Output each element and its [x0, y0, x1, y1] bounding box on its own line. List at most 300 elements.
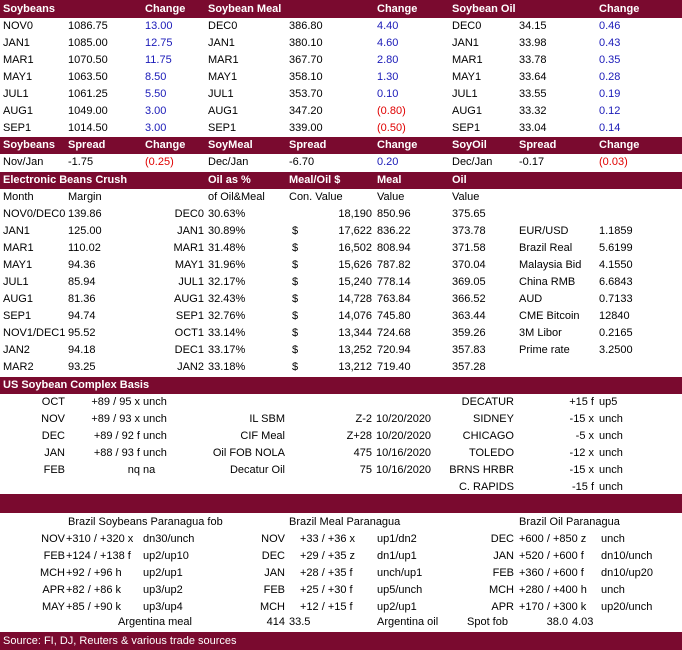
basis-mid-value: 475 [353, 447, 372, 459]
market-value: 5.6199 [599, 242, 633, 254]
basis-mid-name: Decatur Oil [229, 464, 285, 476]
crush-oil-pct: 33.17% [208, 344, 246, 356]
brazil-soy-value: +310 / +320 x [66, 533, 134, 545]
argentina-oil-value2: 4.03 [572, 616, 594, 628]
crush-margin: 93.25 [68, 361, 96, 373]
crush-oil-pct: 30.89% [208, 225, 246, 237]
oil-heading: Soybean Oil [452, 3, 516, 15]
market-value: 1.1859 [599, 225, 633, 237]
brazil-meal-change: dn1/up1 [377, 550, 417, 562]
crush-oil-value: 370.04 [452, 259, 486, 271]
market-value: 12840 [599, 310, 630, 322]
crush-oil-month: SEP1 [175, 310, 204, 322]
meal-change: 0.10 [377, 88, 399, 100]
basis-location: BRNS HRBR [449, 464, 514, 476]
crush-oil-month: JAN2 [177, 361, 204, 373]
meal-price: 380.10 [289, 37, 323, 49]
soybeans-month: JAN1 [3, 37, 30, 49]
spread-oil-value: -0.17 [519, 156, 545, 168]
basis-loc-value: -15 f [571, 481, 594, 493]
brazil-soy-title: Brazil Soybeans Paranagua fob [68, 516, 223, 528]
basis-month: NOV [41, 413, 65, 425]
spread-oil-spread-heading: Spread [519, 139, 557, 151]
basis-value: nq [127, 464, 140, 476]
crush-con-value: 14,728 [338, 293, 372, 305]
footer-bar [0, 632, 682, 650]
crush-oil-pct: 32.76% [208, 310, 246, 322]
brazil-oil-month: DEC [490, 533, 514, 545]
soybeans-month: JUL1 [3, 88, 29, 100]
basis-mid-date: 10/20/2020 [376, 413, 432, 425]
meal-change: 4.60 [377, 37, 399, 49]
spread-soy-change-heading: Change [145, 139, 186, 151]
spread-soy-change: (0.25) [145, 156, 174, 168]
basis-mid-value: Z+28 [346, 430, 372, 442]
crush-oil-value: 359.26 [452, 327, 486, 339]
spread-meal-value: -6.70 [289, 156, 315, 168]
crush-meal-value: 763.84 [377, 293, 411, 305]
basis-loc-value: -5 x [575, 430, 594, 442]
brazil-oil-value: +170 / +300 k [519, 601, 587, 613]
crush-meal-heading: Meal [377, 174, 402, 186]
crush-margin: 94.18 [68, 344, 96, 356]
crush-currency: $ [292, 310, 299, 322]
brazil-soy-change: up3/up4 [143, 601, 183, 613]
market-value: 0.2165 [599, 327, 633, 339]
oil-price: 33.98 [519, 37, 547, 49]
crush-currency: $ [292, 293, 299, 305]
spread-soy-heading: Soybeans [3, 139, 55, 151]
crush-month: JAN2 [3, 344, 30, 356]
crush-header-bar [0, 172, 682, 189]
meal-month: JAN1 [208, 37, 235, 49]
crush-oil-month: MAY1 [174, 259, 204, 271]
crush-currency: $ [292, 225, 299, 237]
brazil-soy-month: MCH [39, 567, 65, 579]
basis-loc-change: unch [599, 430, 623, 442]
crush-meal-value: 719.40 [377, 361, 411, 373]
basis-month: FEB [43, 464, 65, 476]
brazil-meal-month: MCH [259, 601, 285, 613]
crush-con-value: 18,190 [338, 208, 372, 220]
spread-header-bar [0, 137, 682, 154]
brazil-soy-month: FEB [43, 550, 65, 562]
oil-month: SEP1 [452, 122, 481, 134]
crush-month: AUG1 [3, 293, 33, 305]
basis-mid-date: 10/16/2020 [376, 464, 432, 476]
meal-price: 347.20 [289, 105, 323, 117]
brazil-meal-change: up1/dn2 [377, 533, 417, 545]
basis-value: +89 / 92 f [93, 430, 140, 442]
brazil-soy-value: +85 / +90 k [66, 601, 122, 613]
basis-loc-change: up5 [599, 396, 618, 408]
crush-month: MAR1 [3, 242, 34, 254]
basis-month: JAN [44, 447, 65, 459]
oil-change: 0.19 [599, 88, 621, 100]
basis-loc-value: -15 x [569, 413, 594, 425]
soybeans-month: AUG1 [3, 105, 33, 117]
brazil-oil-title: Brazil Oil Paranagua [519, 516, 620, 528]
brazil-meal-value: +12 / +15 f [300, 601, 353, 613]
basis-mid-name: Oil FOB NOLA [212, 447, 285, 459]
spread-meal-change-heading: Change [377, 139, 418, 151]
crush-oil-pct: 33.14% [208, 327, 246, 339]
soybeans-month: MAY1 [3, 71, 33, 83]
crush-oil-value: 373.78 [452, 225, 486, 237]
crush-oil-month: OCT1 [174, 327, 204, 339]
argentina-meal-label: Argentina meal [118, 616, 192, 628]
soybeans-month: MAR1 [3, 54, 34, 66]
meal-month: MAR1 [208, 54, 239, 66]
brazil-soy-month: APR [42, 584, 65, 596]
meal-change: 1.30 [377, 71, 399, 83]
brazil-soy-change: up2/up10 [143, 550, 189, 562]
crush-meal-oil-heading: Meal/Oil $ [289, 174, 341, 186]
meal-month: DEC0 [208, 20, 238, 32]
basis-mid-value: 75 [359, 464, 372, 476]
brazil-meal-change: up5/unch [377, 584, 423, 596]
crush-month: SEP1 [3, 310, 32, 322]
brazil-oil-month: APR [491, 601, 514, 613]
market-value: 6.6843 [599, 276, 633, 288]
brazil-oil-month: MCH [488, 584, 514, 596]
argentina-spot-label: Spot fob [467, 616, 508, 628]
soybeans-month: SEP1 [3, 122, 32, 134]
oil-price: 33.04 [519, 122, 547, 134]
basis-mid-name: CIF Meal [240, 430, 285, 442]
basis-loc-change: unch [599, 464, 623, 476]
crush-con-value: 13,252 [338, 344, 372, 356]
crush-oil-value: 371.58 [452, 242, 486, 254]
crush-margin: 94.36 [68, 259, 96, 271]
brazil-soy-change: up3/up2 [143, 584, 183, 596]
brazil-soy-month: MAY [41, 601, 65, 613]
spread-meal-spread-heading: Spread [289, 139, 327, 151]
crush-margin: 110.02 [68, 242, 101, 254]
market-value: 0.7133 [599, 293, 633, 305]
crush-margin: 95.52 [68, 327, 96, 339]
crush-month: MAR2 [3, 361, 34, 373]
brazil-soy-change: up2/up1 [143, 567, 183, 579]
soybeans-price: 1070.50 [68, 54, 108, 66]
brazil-oil-change: dn10/up20 [601, 567, 653, 579]
market-name: EUR/USD [519, 225, 569, 237]
basis-loc-value: -12 x [569, 447, 594, 459]
market-name: Brazil Real [519, 242, 573, 254]
spread-oil-change: (0.03) [599, 156, 628, 168]
spread-oil-label: Dec/Jan [452, 156, 493, 168]
crush-con-value-heading: Con. Value [289, 191, 343, 203]
spread-oil-heading: SoyOil [452, 139, 487, 151]
brazil-meal-value: +28 / +35 f [300, 567, 353, 579]
brazil-oil-value: +360 / +600 f [519, 567, 584, 579]
crush-con-value: 15,626 [338, 259, 372, 271]
crush-margin: 85.94 [68, 276, 96, 288]
crush-meal-value-heading: Value [377, 191, 405, 203]
oil-change: 0.43 [599, 37, 621, 49]
crush-oil-month: AUG1 [174, 293, 204, 305]
crush-currency: $ [292, 276, 299, 288]
crush-con-value: 14,076 [338, 310, 372, 322]
basis-month: OCT [41, 396, 65, 408]
soybeans-price: 1049.00 [68, 105, 108, 117]
crush-currency: $ [292, 361, 299, 373]
soybeans-change-heading: Change [145, 3, 186, 15]
brazil-meal-value: +33 / +36 x [300, 533, 356, 545]
soybeans-change: 8.50 [145, 71, 167, 83]
soybeans-change: 3.00 [145, 122, 167, 134]
argentina-oil-label: Argentina oil [377, 616, 439, 628]
oil-change-heading: Change [599, 3, 640, 15]
crush-margin-heading: Margin [68, 191, 102, 203]
oil-change: 0.28 [599, 71, 621, 83]
brazil-oil-value: +600 / +850 z [519, 533, 587, 545]
crush-oil-month: MAR1 [173, 242, 204, 254]
spread-meal-label: Dec/Jan [208, 156, 249, 168]
soybeans-price: 1063.50 [68, 71, 108, 83]
crush-con-value: 17,622 [338, 225, 372, 237]
brazil-oil-change: up20/unch [601, 601, 653, 613]
oil-change: 0.12 [599, 105, 621, 117]
spread-oil-change-heading: Change [599, 139, 640, 151]
brazil-soy-change: dn30/unch [143, 533, 195, 545]
crush-con-value: 15,240 [338, 276, 372, 288]
crush-oil-pct: 32.17% [208, 276, 246, 288]
crush-oil-pct: 32.43% [208, 293, 246, 305]
crush-currency: $ [292, 259, 299, 271]
basis-loc-value: +15 f [569, 396, 594, 408]
soybeans-price: 1085.00 [68, 37, 108, 49]
footer-source: Source: FI, DJ, Reuters & various trade sources [3, 635, 237, 647]
basis-mid-date: 10/20/2020 [376, 430, 432, 442]
market-name: Malaysia Bid [519, 259, 582, 271]
meal-month: JUL1 [208, 88, 234, 100]
crush-oil-month: JAN1 [177, 225, 204, 237]
crush-oil-pct-heading: Oil as % [208, 174, 251, 186]
basis-location: C. RAPIDS [458, 481, 514, 493]
crush-meal-value: 808.94 [377, 242, 411, 254]
meal-month: SEP1 [208, 122, 237, 134]
brazil-oil-change: unch [601, 533, 625, 545]
meal-price: 386.80 [289, 20, 323, 32]
basis-title: US Soybean Complex Basis [3, 379, 150, 391]
brazil-soy-value: +124 / +138 f [66, 550, 131, 562]
brazil-meal-change: unch/up1 [377, 567, 423, 579]
oil-month: MAY1 [452, 71, 482, 83]
futures-header-bar [0, 0, 682, 18]
basis-location: SIDNEY [473, 413, 514, 425]
brazil-soy-value: +82 / +86 k [66, 584, 122, 596]
meal-change-heading: Change [377, 3, 418, 15]
basis-loc-value: -15 x [569, 464, 594, 476]
basis-value: +89 / 93 x [91, 413, 140, 425]
market-name: China RMB [519, 276, 576, 288]
brazil-meal-month: JAN [264, 567, 285, 579]
oil-month: JAN1 [452, 37, 479, 49]
meal-change: (0.50) [377, 122, 406, 134]
crush-margin: 94.74 [68, 310, 96, 322]
crush-meal-value: 778.14 [377, 276, 411, 288]
brazil-meal-month: NOV [261, 533, 285, 545]
crush-meal-value: 720.94 [377, 344, 411, 356]
crush-oil-value: 357.83 [452, 344, 486, 356]
crush-month: JAN1 [3, 225, 30, 237]
basis-change: unch [143, 430, 167, 442]
brazil-meal-value: +29 / +35 z [300, 550, 356, 562]
oil-price: 33.78 [519, 54, 547, 66]
crush-month: NOV1/DEC1 [3, 327, 66, 339]
crush-oil-pct: 33.18% [208, 361, 246, 373]
meal-change: 4.40 [377, 20, 399, 32]
argentina-meal-value1: 414 [266, 616, 285, 628]
crush-meal-value: 745.80 [377, 310, 411, 322]
basis-month: DEC [41, 430, 65, 442]
crush-currency: $ [292, 242, 299, 254]
crush-oil-value: 375.65 [452, 208, 486, 220]
soybeans-heading: Soybeans [3, 3, 55, 15]
brazil-meal-value: +25 / +30 f [300, 584, 353, 596]
basis-change: unch [143, 447, 167, 459]
spread-soy-label: Nov/Jan [3, 156, 44, 168]
crush-oil-heading: Oil [452, 174, 467, 186]
market-value: 3.2500 [599, 344, 633, 356]
argentina-meal-value2: 33.5 [289, 616, 311, 628]
spread-meal-change: 0.20 [377, 156, 399, 168]
meal-heading: Soybean Meal [208, 3, 282, 15]
spread-soy-value: -1.75 [68, 156, 94, 168]
spread-soy-spread-heading: Spread [68, 139, 106, 151]
market-value: 4.1550 [599, 259, 633, 271]
crush-margin: 139.86 [68, 208, 102, 220]
crush-oil-month: DEC1 [174, 344, 204, 356]
basis-loc-change: unch [599, 413, 623, 425]
crush-oil-value-heading: Value [452, 191, 480, 203]
crush-con-value: 16,502 [338, 242, 372, 254]
brazil-meal-month: DEC [261, 550, 285, 562]
basis-value: +88 / 93 f [93, 447, 140, 459]
oil-month: AUG1 [452, 105, 482, 117]
crush-oil-value: 369.05 [452, 276, 486, 288]
brazil-oil-month: JAN [493, 550, 514, 562]
crush-meal-value: 850.96 [377, 208, 411, 220]
brazil-oil-value: +520 / +600 f [519, 550, 584, 562]
market-name: Prime rate [519, 344, 570, 356]
crush-con-value: 13,212 [338, 361, 372, 373]
market-name: 3M Libor [519, 327, 562, 339]
crush-of-oil-meal-heading: of Oil&Meal [208, 191, 265, 203]
basis-mid-date: 10/16/2020 [376, 447, 432, 459]
brazil-oil-change: unch [601, 584, 625, 596]
brazil-soy-value: +92 / +96 h [66, 567, 122, 579]
soybeans-change: 5.50 [145, 88, 167, 100]
soybeans-price: 1086.75 [68, 20, 108, 32]
basis-mid-value: Z-2 [355, 413, 372, 425]
soybeans-change: 12.75 [145, 37, 173, 49]
crush-margin: 81.36 [68, 293, 96, 305]
crush-meal-value: 787.82 [377, 259, 411, 271]
oil-change: 0.46 [599, 20, 621, 32]
crush-month-heading: Month [3, 191, 34, 203]
spread-meal-heading: SoyMeal [208, 139, 253, 151]
brazil-meal-month: FEB [263, 584, 285, 596]
basis-loc-change: unch [599, 447, 623, 459]
meal-price: 367.70 [289, 54, 323, 66]
crush-oil-value: 357.28 [452, 361, 486, 373]
oil-change: 0.35 [599, 54, 621, 66]
crush-meal-value: 836.22 [377, 225, 411, 237]
crush-month: MAY1 [3, 259, 33, 271]
crush-currency: $ [292, 344, 299, 356]
argentina-oil-value1: 38.0 [546, 616, 568, 628]
brazil-soy-month: NOV [41, 533, 65, 545]
meal-price: 358.10 [289, 71, 323, 83]
soybeans-change: 13.00 [145, 20, 173, 32]
crush-meal-value: 724.68 [377, 327, 411, 339]
basis-mid-name: IL SBM [249, 413, 285, 425]
basis-change: unch [143, 396, 167, 408]
meal-month: MAY1 [208, 71, 238, 83]
oil-month: DEC0 [452, 20, 482, 32]
soybeans-change: 3.00 [145, 105, 167, 117]
basis-location: TOLEDO [468, 447, 514, 459]
section-divider-bar [0, 494, 682, 513]
meal-change: (0.80) [377, 105, 406, 117]
crush-oil-pct: 31.48% [208, 242, 246, 254]
market-name: CME Bitcoin [519, 310, 580, 322]
crush-margin: 125.00 [68, 225, 102, 237]
brazil-oil-change: dn10/unch [601, 550, 653, 562]
basis-change: na [143, 464, 156, 476]
basis-loc-change: unch [599, 481, 623, 493]
brazil-meal-change: up2/up1 [377, 601, 417, 613]
crush-month: JUL1 [3, 276, 29, 288]
soybeans-price: 1014.50 [68, 122, 108, 134]
basis-header-bar [0, 377, 682, 394]
meal-change: 2.80 [377, 54, 399, 66]
soybeans-month: NOV0 [3, 20, 33, 32]
oil-change: 0.14 [599, 122, 621, 134]
crush-oil-month: DEC0 [174, 208, 204, 220]
oil-price: 34.15 [519, 20, 547, 32]
oil-price: 33.55 [519, 88, 547, 100]
crush-title: Electronic Beans Crush [3, 174, 128, 186]
oil-price: 33.32 [519, 105, 547, 117]
oil-price: 33.64 [519, 71, 547, 83]
basis-change: unch [143, 413, 167, 425]
crush-oil-value: 363.44 [452, 310, 486, 322]
brazil-meal-title: Brazil Meal Paranagua [289, 516, 401, 528]
crush-month: NOV0/DEC0 [3, 208, 66, 220]
meal-price: 353.70 [289, 88, 323, 100]
oil-month: MAR1 [452, 54, 483, 66]
meal-price: 339.00 [289, 122, 323, 134]
soybeans-price: 1061.25 [68, 88, 108, 100]
meal-month: AUG1 [208, 105, 238, 117]
crush-oil-pct: 31.96% [208, 259, 246, 271]
brazil-oil-month: FEB [492, 567, 514, 579]
brazil-oil-value: +280 / +400 h [519, 584, 587, 596]
crush-oil-month: JUL1 [178, 276, 204, 288]
crush-con-value: 13,344 [338, 327, 372, 339]
crush-oil-pct: 30.63% [208, 208, 246, 220]
market-name: AUD [519, 293, 543, 305]
oil-month: JUL1 [452, 88, 478, 100]
basis-location: DECATUR [461, 396, 514, 408]
crush-oil-value: 366.52 [452, 293, 486, 305]
basis-location: CHICAGO [462, 430, 514, 442]
soybeans-change: 11.75 [145, 54, 172, 66]
crush-currency: $ [292, 327, 299, 339]
